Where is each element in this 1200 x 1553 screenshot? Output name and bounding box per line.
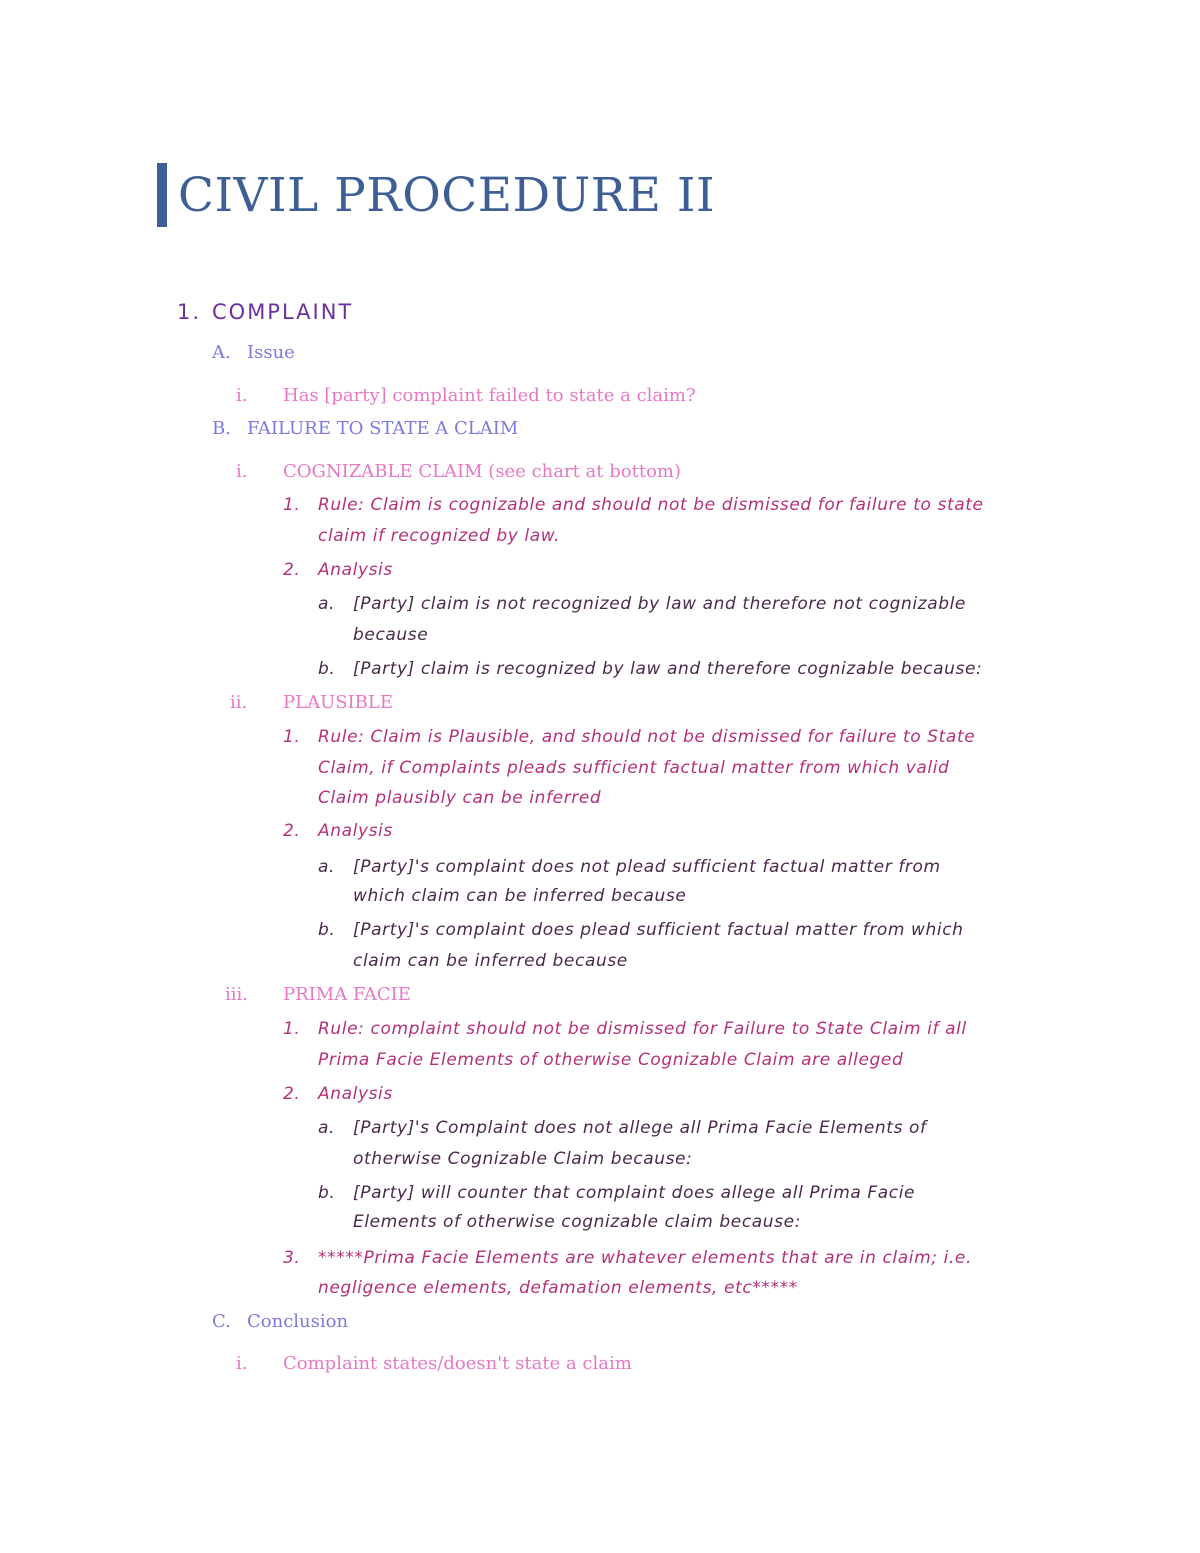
analysis-letter: a.: [318, 594, 336, 614]
item-numeral: i.: [236, 461, 248, 482]
analysis-letter: a.: [318, 1118, 336, 1138]
rule-number: 1.: [283, 1019, 301, 1039]
item-numeral: i.: [236, 385, 248, 406]
item-text: PLAUSIBLE: [283, 692, 393, 713]
note-text-line: *****Prima Facie Elements are whatever elements that are in claim; i.e.: [318, 1248, 972, 1268]
analysis-letter: b.: [318, 659, 336, 679]
analysis-text-line: otherwise Cognizable Claim because:: [353, 1149, 693, 1169]
subsection-heading: FAILURE TO STATE A CLAIM: [247, 418, 519, 439]
analysis-letter: b.: [318, 920, 336, 940]
analysis-heading: Analysis: [318, 821, 393, 841]
title-accent-bar: [157, 163, 167, 227]
analysis-text-line: because: [353, 625, 429, 645]
analysis-text-line: which claim can be inferred because: [353, 886, 687, 906]
analysis-text-line: [Party]'s complaint does plead sufficient factual matter from which: [353, 920, 964, 940]
rule-number: 1.: [283, 727, 301, 747]
note-text-line: negligence elements, defamation elements, etc*****: [318, 1278, 798, 1298]
item-numeral: iii.: [225, 984, 248, 1005]
analysis-heading: Analysis: [318, 560, 393, 580]
item-numeral: i.: [236, 1353, 248, 1374]
section-number: 1.: [177, 300, 202, 324]
analysis-text-line: [Party]'s complaint does not plead sufficient factual matter from: [353, 857, 941, 877]
subsection-heading: Issue: [247, 342, 295, 363]
analysis-text-line: Elements of otherwise cognizable claim because:: [353, 1212, 802, 1232]
analysis-text-line: claim can be inferred because: [353, 951, 628, 971]
rule-text-line: claim if recognized by law.: [318, 526, 561, 546]
note-number: 3.: [283, 1248, 301, 1268]
rule-number: 1.: [283, 495, 301, 515]
section-heading: COMPLAINT: [212, 300, 354, 324]
rule-text-line: Claim plausibly can be inferred: [318, 788, 602, 808]
analysis-letter: b.: [318, 1183, 336, 1203]
analysis-letter: a.: [318, 857, 336, 877]
item-text: Complaint states/doesn't state a claim: [283, 1353, 632, 1374]
rule-text-line: Claim, if Complaints pleads sufficient factual matter from which valid: [318, 758, 950, 778]
analysis-text-line: [Party] claim is recognized by law and therefore cognizable because:: [353, 659, 983, 679]
analysis-number: 2.: [283, 1084, 301, 1104]
item-text: PRIMA FACIE: [283, 984, 411, 1005]
item-text: COGNIZABLE CLAIM (see chart at bottom): [283, 461, 681, 482]
item-text: Has [party] complaint failed to state a claim?: [283, 385, 696, 406]
subsection-letter: C.: [212, 1311, 231, 1332]
subsection-heading: Conclusion: [247, 1311, 349, 1332]
analysis-text-line: [Party] claim is not recognized by law and therefore not cognizable: [353, 594, 966, 614]
rule-text-line: Prima Facie Elements of otherwise Cognizable Claim are alleged: [318, 1050, 904, 1070]
subsection-letter: A.: [212, 342, 231, 363]
item-numeral: ii.: [230, 692, 248, 713]
analysis-number: 2.: [283, 821, 301, 841]
analysis-text-line: [Party] will counter that complaint does allege all Prima Facie: [353, 1183, 916, 1203]
analysis-text-line: [Party]'s Complaint does not allege all Prima Facie Elements of: [353, 1118, 927, 1138]
rule-text-line: Rule: Claim is cognizable and should not be dismissed for failure to state: [318, 495, 984, 515]
rule-text-line: Rule: complaint should not be dismissed for Failure to State Claim if all: [318, 1019, 967, 1039]
analysis-number: 2.: [283, 560, 301, 580]
subsection-letter: B.: [212, 418, 231, 439]
document-title: CIVIL PROCEDURE II: [178, 168, 716, 223]
rule-text-line: Rule: Claim is Plausible, and should not be dismissed for failure to State: [318, 727, 976, 747]
analysis-heading: Analysis: [318, 1084, 393, 1104]
